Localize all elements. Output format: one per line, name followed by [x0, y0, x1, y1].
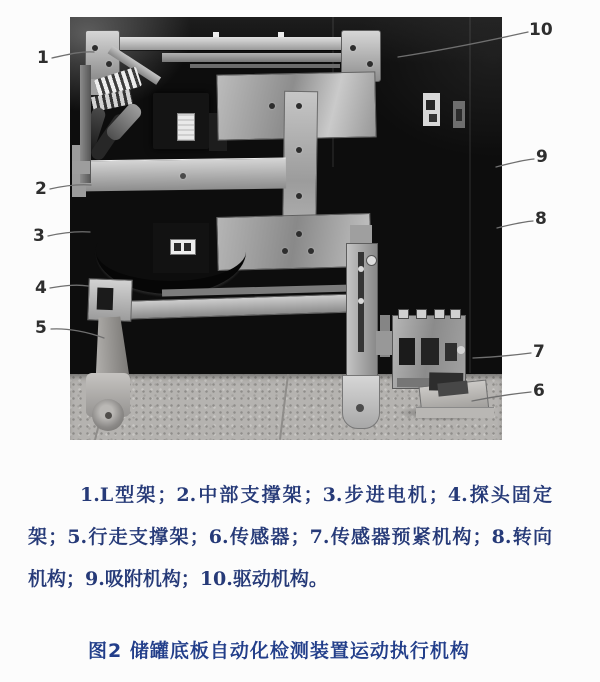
- legend-line: 架；5.行走支撑架；6.传感器；7.传感器预紧机构；8.转向: [28, 526, 552, 548]
- box-stud: [434, 309, 445, 319]
- drive-rail-rod: [190, 64, 340, 68]
- bolt-dot: [367, 61, 373, 67]
- box-stud: [450, 309, 461, 319]
- bolt-dot: [296, 147, 302, 153]
- tag-mark: [456, 109, 462, 121]
- bracket-window: [97, 288, 114, 311]
- bolt-dot: [296, 231, 302, 237]
- bolt-dot: [106, 61, 112, 67]
- callout-5: 5: [35, 318, 47, 338]
- right-foot: [342, 375, 380, 429]
- slot-bolt: [358, 298, 364, 304]
- foot-bolt: [356, 404, 364, 412]
- left-wheel: [92, 399, 124, 431]
- column-mount: [350, 225, 372, 245]
- bolt-dot: [296, 103, 302, 109]
- bolt-dot: [180, 173, 186, 179]
- legend-line: 1.L型架；2.中部支撑架；3.步进电机；4.探头固定: [80, 484, 552, 506]
- figure-legend: [28, 474, 552, 600]
- callout-7: 7: [533, 342, 545, 362]
- legend-line: 机构；9.吸附机构；10.驱动机构。: [28, 568, 328, 590]
- rail-stud: [213, 32, 219, 37]
- bolt-dot: [308, 248, 314, 254]
- box-opening: [399, 338, 415, 365]
- figure-caption: 图2 储罐底板自动化检测装置运动执行机构: [88, 640, 470, 662]
- tag-mark: [426, 100, 435, 110]
- callout-9: 9: [536, 147, 548, 167]
- tag-mark: [429, 114, 437, 122]
- box-opening: [445, 343, 457, 361]
- backdrop-tag: [453, 101, 465, 128]
- curtain-fold: [469, 17, 471, 373]
- slot-bolt: [358, 266, 364, 272]
- sensor-block: [437, 381, 468, 397]
- bolt-dot: [296, 193, 302, 199]
- column-bolt: [366, 255, 377, 266]
- callout-10: 10: [529, 20, 553, 40]
- bolt-dot: [92, 45, 98, 51]
- callout-8: 8: [535, 209, 547, 229]
- backdrop-tag: [423, 93, 440, 126]
- wheel-hub: [105, 412, 112, 419]
- drive-rail-inner: [162, 53, 362, 62]
- box-bolt: [457, 346, 465, 354]
- box-stud: [398, 309, 409, 319]
- callout-6: 6: [533, 381, 545, 401]
- bolt-dot: [282, 248, 288, 254]
- leader-line-8: [497, 221, 533, 228]
- callout-2: 2: [35, 179, 47, 199]
- rail-stud: [278, 32, 284, 37]
- sensor-base-plate: [416, 407, 494, 418]
- callout-4: 4: [35, 278, 47, 298]
- box-opening: [421, 338, 439, 365]
- post-bracket: [72, 161, 90, 174]
- bolt-dot: [350, 45, 356, 51]
- callout-3: 3: [33, 226, 45, 246]
- motor-label: [177, 113, 195, 141]
- figure-photo: [70, 17, 502, 440]
- callout-1: 1: [37, 48, 49, 68]
- box-stud: [416, 309, 427, 319]
- bolt-dot: [269, 103, 275, 109]
- probe-fixing-bracket: [87, 278, 132, 322]
- drive-rail: [86, 37, 378, 50]
